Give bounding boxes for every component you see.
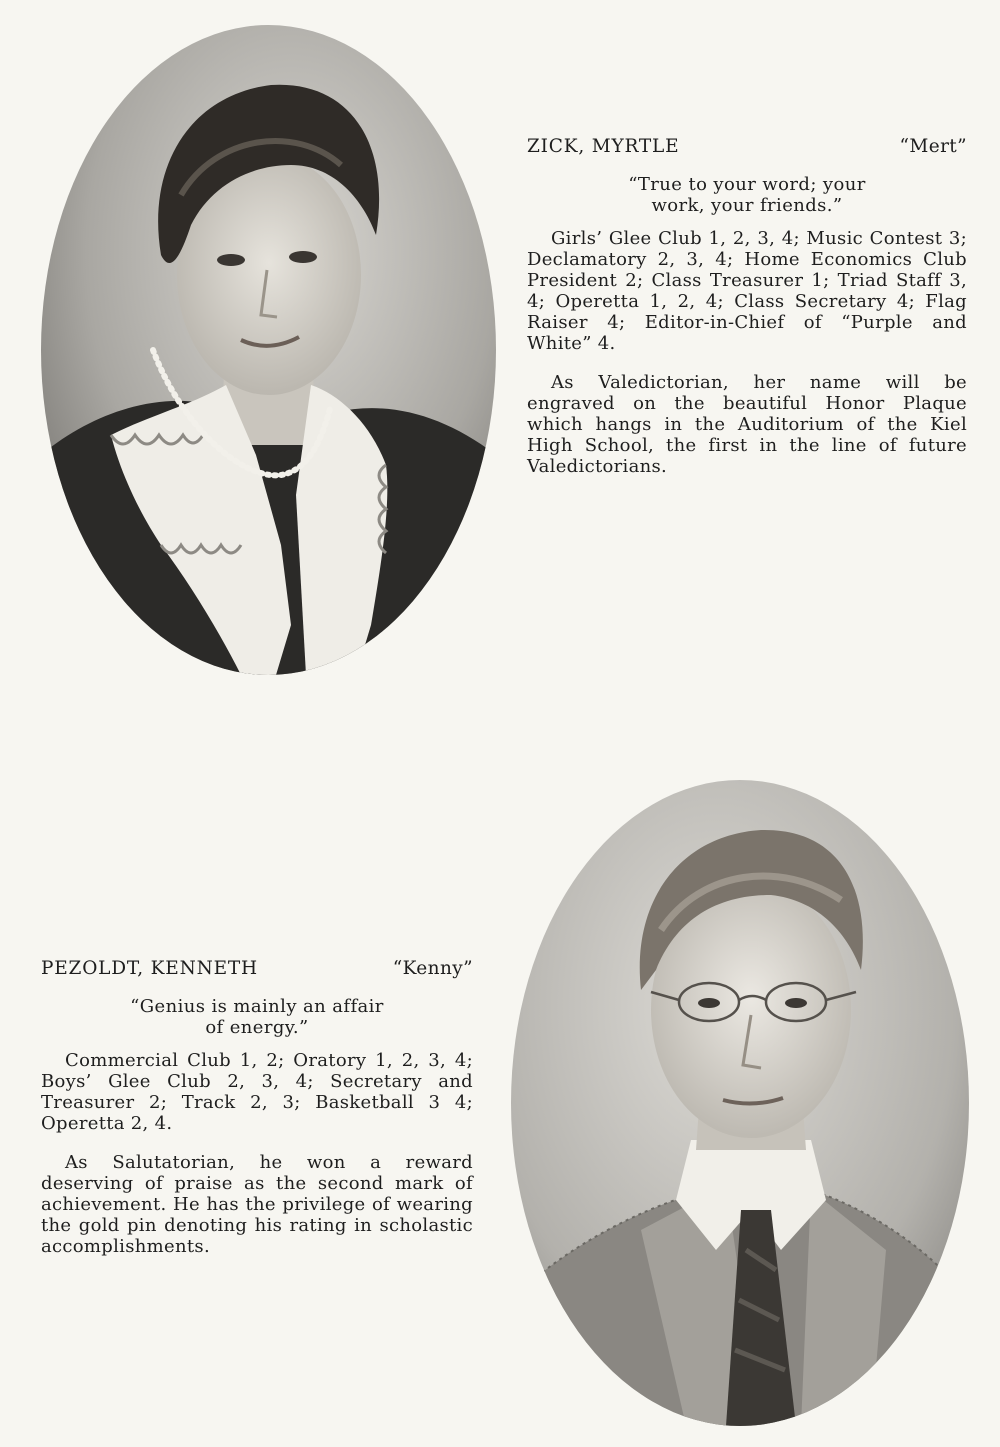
- honor-paragraph: As Salutatorian, he won a reward deserving of praise as the second mark of achievement. He has the privilege of wearing the gold pin denoting his rating in scholastic accomplishments.: [41, 1152, 473, 1257]
- portrait-photo-myrtle-zick: [41, 25, 496, 675]
- student-motto: [527, 174, 967, 216]
- entry-heading: [41, 956, 473, 982]
- portrait-photo-kenneth-pezoldt: [511, 780, 969, 1426]
- activities-paragraph: Commercial Club 1, 2; Oratory 1, 2, 3, 4; Boys’ Glee Club 2, 3, 4; Secretary and Treasurer 2; Track 2, 3; Basketball 3 4; Operetta 2, 4.: [41, 1050, 473, 1134]
- entry-heading: [527, 134, 967, 160]
- student-name: ZICK, MYRTLE: [527, 136, 680, 157]
- motto-line: “True to your word; your: [628, 174, 866, 195]
- senior-entry-pezoldt-kenneth: [41, 956, 473, 1275]
- student-motto: [41, 996, 473, 1038]
- honor-paragraph: As Valedictorian, her name will be engraved on the beautiful Honor Plaque which hangs in the Auditorium of the Kiel High School, the first in the line of future Valedictorians.: [527, 372, 967, 477]
- motto-line: of energy.”: [205, 1017, 309, 1038]
- senior-entry-zick-myrtle: [527, 134, 967, 495]
- student-nickname: “Mert”: [899, 136, 967, 157]
- motto-line: work, your friends.”: [651, 195, 843, 216]
- activities-paragraph: Girls’ Glee Club 1, 2, 3, 4; Music Contest 3; Declamatory 2, 3, 4; Home Economics Club President 2; Class Treasurer 1; Triad Staff 3, 4; Operetta 1, 2, 4; Class Secretary 4; Flag Raiser 4; Editor-in-Chief of “Purple and White” 4.: [527, 228, 967, 354]
- motto-line: “Genius is mainly an affair: [130, 996, 384, 1017]
- student-name: PEZOLDT, KENNETH: [41, 958, 258, 979]
- student-nickname: “Kenny”: [392, 958, 473, 979]
